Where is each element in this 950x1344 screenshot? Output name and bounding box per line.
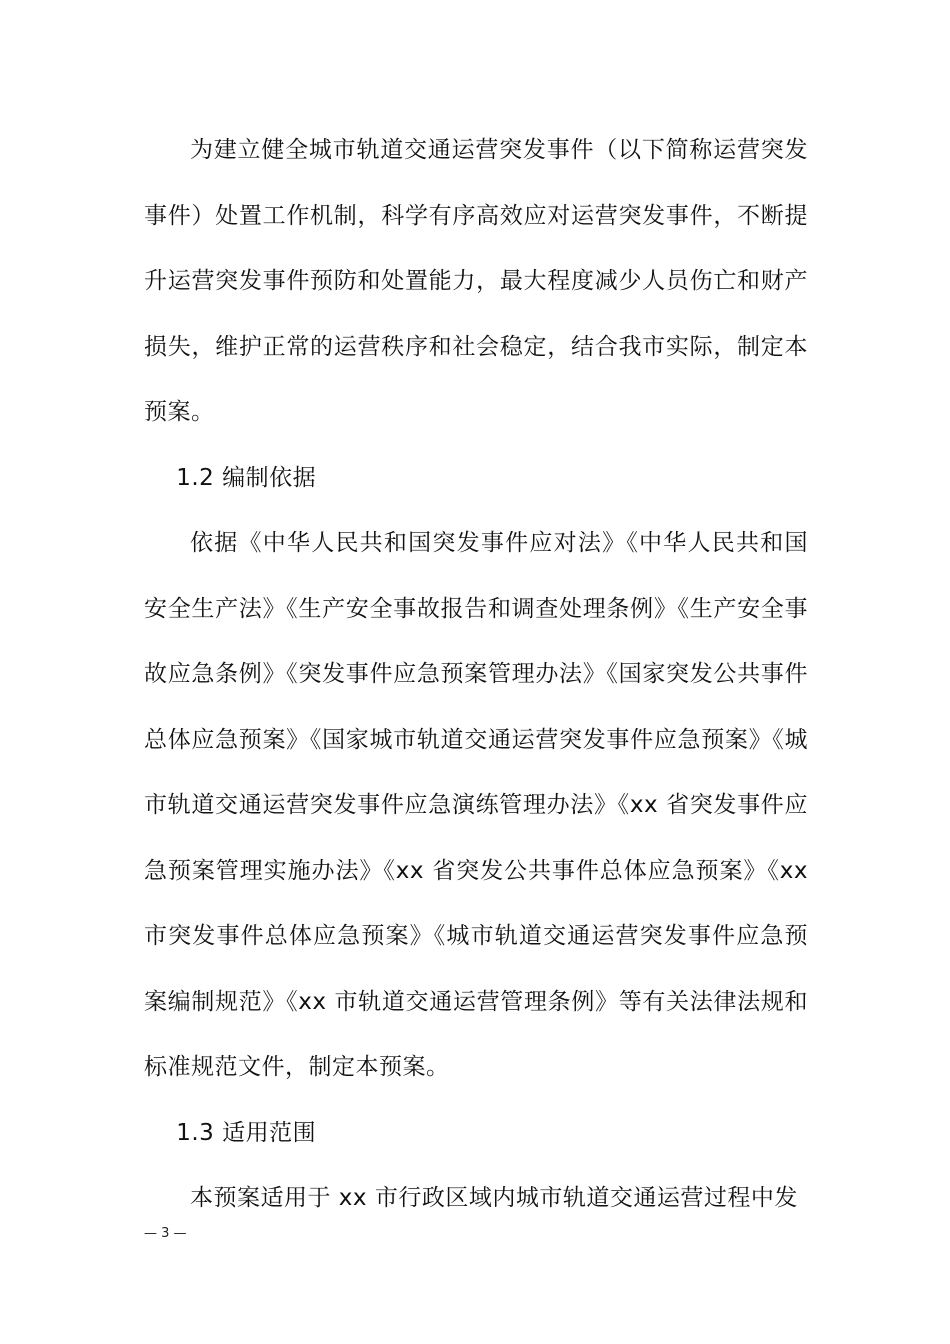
paragraph-scope: 本预案适用于 xx 市行政区域内城市轨道交通运营过程中发 <box>190 1185 798 1211</box>
document-body <box>144 118 808 1232</box>
paragraph-purpose: 为建立健全城市轨道交通运营突发事件（以下简称运营突发事件）处置工作机制，科学有序高效应对运营突发事件，不断提升运营突发事件预防和处置能力，最大程度减少人员伤亡和财产损失，维护正常的运营秩序和社会稳定，结合我市实际，制定本预案。 <box>144 137 808 425</box>
section-heading-basis: 1.2 编制依据 <box>176 464 317 491</box>
page-number: — 3 — <box>144 1226 187 1241</box>
section-heading-scope: 1.3 适用范围 <box>176 1119 317 1146</box>
paragraph-basis: 依据《中华人民共和国突发事件应对法》《中华人民共和国安全生产法》《生产安全事故报告和调查处理条例》《生产安全事故应急条例》《突发事件应急预案管理办法》《国家突发公共事件总体应急预案》《国家城市轨道交通运营突发事件应急预案》《城市轨道交通运营突发事件应急演练管理办法》《xx 省突发事件应急预案管理实施办法》《xx 省突发公共事件总体应急预案》《xx 市突发事件总体应急预案》《城市轨道交通运营突发事件应急预案编制规范》《xx 市轨道交通运营管理条例》等有关法律法规和标准规范文件，制定本预案。 <box>144 530 808 1080</box>
